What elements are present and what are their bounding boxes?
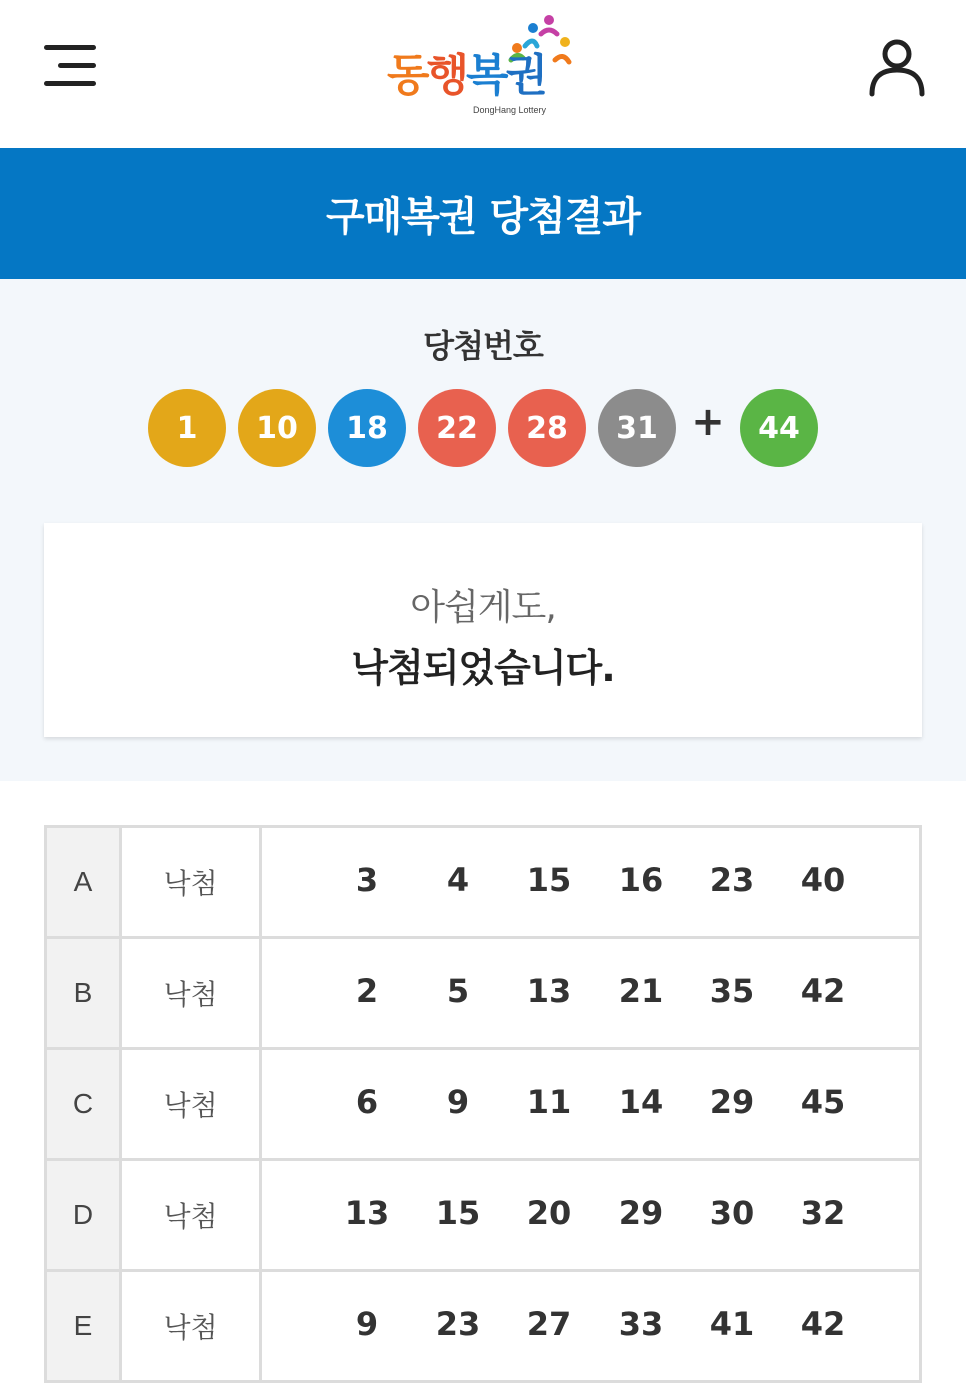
winning-ball: 10 <box>238 389 316 467</box>
logo[interactable] <box>383 12 583 122</box>
ticket-number: 15 <box>435 1194 481 1232</box>
ticket-number: 45 <box>800 1083 846 1121</box>
ticket-row <box>46 1271 921 1382</box>
winning-numbers-section <box>0 279 966 781</box>
winning-numbers-label: 당첨번호 <box>423 327 543 365</box>
logo-subtitle: DongHang Lottery <box>473 105 547 115</box>
ticket-numbers <box>261 827 921 938</box>
ticket-number: 13 <box>526 972 572 1010</box>
plus-sign: + <box>691 399 725 445</box>
ticket-number: 21 <box>618 972 664 1010</box>
user-icon[interactable] <box>866 36 928 98</box>
ticket-number: 40 <box>800 861 846 899</box>
ticket-number: 30 <box>709 1194 755 1232</box>
ticket-number: 23 <box>709 861 755 899</box>
header <box>0 0 966 148</box>
winning-ball: 18 <box>328 389 406 467</box>
winning-ball: 28 <box>508 389 586 467</box>
ticket-number: 35 <box>709 972 755 1010</box>
result-message-line1: 아쉽게도, <box>410 587 556 628</box>
winning-ball: 31 <box>598 389 676 467</box>
ticket-table <box>44 825 922 1383</box>
ticket-number: 41 <box>709 1305 755 1343</box>
ticket-game-label: E <box>46 1271 121 1382</box>
hamburger-menu-icon[interactable] <box>40 40 98 92</box>
ticket-game-label: B <box>46 938 121 1049</box>
ticket-row <box>46 1049 921 1160</box>
ticket-numbers <box>261 1049 921 1160</box>
ticket-number: 27 <box>526 1305 572 1343</box>
ticket-number: 20 <box>526 1194 572 1232</box>
result-message-line2: 낙첨되었습니다. <box>351 646 615 690</box>
ticket-number: 33 <box>618 1305 664 1343</box>
ticket-status: 낙첨 <box>121 1271 261 1382</box>
ticket-status: 낙첨 <box>121 1160 261 1271</box>
ticket-number: 9 <box>355 1305 379 1343</box>
ticket-status: 낙첨 <box>121 827 261 938</box>
ticket-number: 14 <box>618 1083 664 1121</box>
ticket-number: 4 <box>446 861 470 899</box>
result-card <box>44 523 922 737</box>
ticket-number: 9 <box>446 1083 470 1121</box>
ticket-status: 낙첨 <box>121 938 261 1049</box>
ticket-number: 42 <box>800 1305 846 1343</box>
ticket-game-label: D <box>46 1160 121 1271</box>
ticket-number: 15 <box>526 861 572 899</box>
ticket-status: 낙첨 <box>121 1049 261 1160</box>
ticket-number: 32 <box>800 1194 846 1232</box>
winning-balls <box>0 389 966 467</box>
ticket-number: 3 <box>355 861 379 899</box>
ticket-number: 23 <box>435 1305 481 1343</box>
ticket-row <box>46 1160 921 1271</box>
ticket-numbers <box>261 938 921 1049</box>
ticket-number: 42 <box>800 972 846 1010</box>
ticket-number: 11 <box>526 1083 572 1121</box>
logo-text: 동행복권 <box>387 50 546 101</box>
ticket-number: 6 <box>355 1083 379 1121</box>
ticket-numbers <box>261 1160 921 1271</box>
ticket-number: 13 <box>344 1194 390 1232</box>
bonus-ball: 44 <box>740 389 818 467</box>
ticket-row <box>46 827 921 938</box>
ticket-number: 29 <box>709 1083 755 1121</box>
winning-ball: 22 <box>418 389 496 467</box>
ticket-game-label: C <box>46 1049 121 1160</box>
page-title-bar <box>0 148 966 279</box>
ticket-game-label: A <box>46 827 121 938</box>
ticket-row <box>46 938 921 1049</box>
ticket-numbers <box>261 1271 921 1382</box>
ticket-number: 2 <box>355 972 379 1010</box>
ticket-number: 29 <box>618 1194 664 1232</box>
ticket-number: 5 <box>446 972 470 1010</box>
ticket-number: 16 <box>618 861 664 899</box>
page-title: 구매복권 당첨결과 <box>325 194 641 240</box>
winning-ball: 1 <box>148 389 226 467</box>
